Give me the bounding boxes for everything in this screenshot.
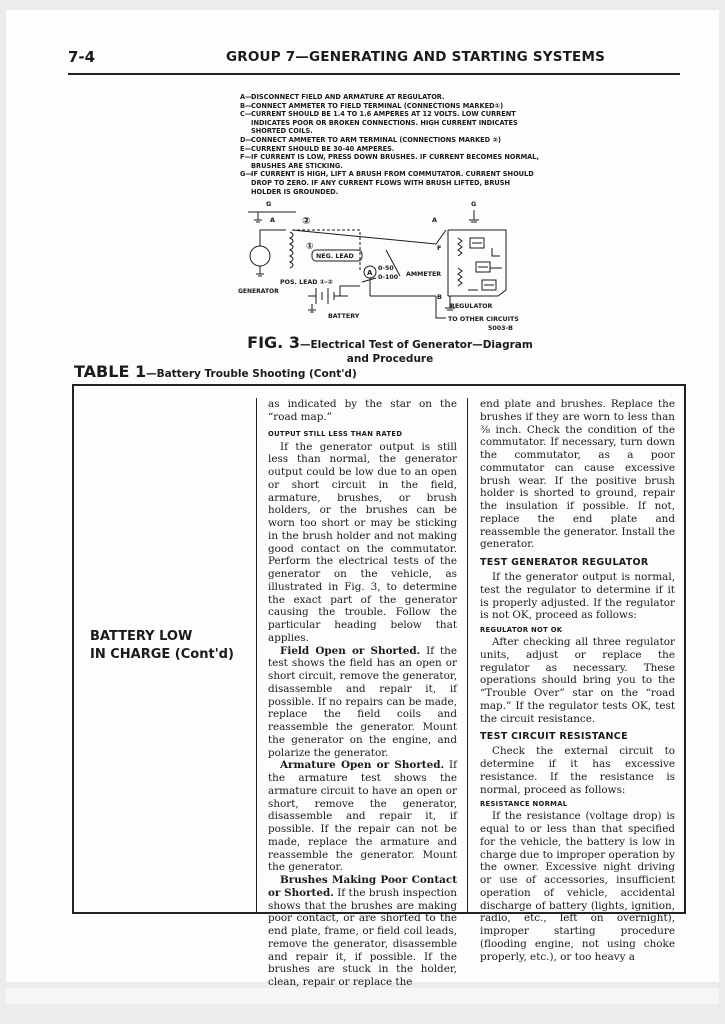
paragraph: If the generator output is still less than normal, the generator output could be low due to an open or short circuit in the field, armature, brushes, or brush holders, or the brushes can be worn too short or may be sticking in the brush holder and not making good contact on the commutator. Perform the electrical tests of the generator on the vehicle, as illustrated in Fig. 3, to determine the exact part of the generator causing the trouble. Follow the particular heading below that applies. — [268, 440, 457, 644]
table-divider — [467, 398, 468, 914]
diagram-label-range-2: 0-100 — [378, 274, 399, 281]
step-text: IF CURRENT IS LOW, PRESS DOWN BRUSHES. IF CURRENT BECOMES NORMAL, BRUSHES ARE STICKING. — [251, 153, 539, 170]
step-key: C— — [240, 110, 252, 119]
figure-number: FIG. 3 — [247, 333, 300, 352]
step-key: G— — [240, 170, 253, 179]
step-text: DISCONNECT FIELD AND ARMATURE AT REGULATOR. — [251, 93, 445, 101]
diagram-label-b: B — [437, 293, 442, 301]
paragraph-armature-open — [268, 759, 457, 874]
diagram-label-circle-2: ② — [302, 216, 311, 227]
condition-line-1: BATTERY LOW — [90, 629, 193, 644]
step-text: CONNECT AMMETER TO ARM TERMINAL (CONNECTIONS MARKED ②) — [251, 135, 502, 144]
step-text: CURRENT SHOULD BE 1.4 TO 1.6 AMPERES AT 12 VOLTS. LOW CURRENT INDICATES POOR OR BROKEN CONNECTIONS. HIGH CURRENT INDICATES SHORTED COILS. — [251, 110, 518, 136]
diagram-label-battery: BATTERY — [328, 313, 360, 320]
diagram-label-generator: GENERATOR — [238, 288, 279, 295]
step-text: IF CURRENT IS HIGH, LIFT A BRUSH FROM COMMUTATOR. CURRENT SHOULD DROP TO ZERO. IF ANY CURRENT FLOWS WITH BRUSH LIFTED, BRUSH HOLDER IS GROUNDED. — [251, 170, 534, 196]
condition-line-2: IN CHARGE (Cont'd) — [90, 647, 234, 662]
run-in-heading: Field Open or Shorted. — [280, 644, 421, 657]
paragraph-text: If the armature test shows the armature circuit to have an open or short, remove the generator, disassemble and repair it, if possible. If the repair can not be made, replace the armature and reassemble the generator. Mount the generator. — [268, 759, 457, 874]
step-e — [240, 145, 540, 154]
paragraph: After checking all three regulator units, adjust or replace the regulator as necessary. These operations should bring you to the “Trouble Over” star on the “road map.” If the regulator tests OK, test the circuit resistance. — [480, 636, 675, 725]
header-rule — [68, 73, 680, 75]
step-text: CONNECT AMMETER TO FIELD TERMINAL (CONNECTIONS MARKED①) — [251, 101, 504, 110]
diagram-label-a-left: A — [270, 216, 276, 224]
generator-test-diagram — [236, 200, 536, 332]
step-key: D— — [240, 135, 253, 144]
diagram-label-g-left: G — [266, 200, 272, 208]
procedure-column-1 — [268, 398, 457, 989]
diagram-label-f: F — [437, 244, 442, 252]
run-in-heading: Brushes Making Poor Contact or Shorted. — [268, 874, 457, 899]
subheading-regulator-not-ok: REGULATOR NOT OK — [480, 626, 563, 634]
step-b — [240, 102, 540, 111]
subheading-output-still-less: OUTPUT STILL LESS THAN RATED — [268, 429, 403, 438]
step-g — [240, 170, 540, 196]
heading-test-circuit-resistance: TEST CIRCUIT RESISTANCE — [480, 731, 628, 743]
paragraph: If the generator output is normal, test the regulator to determine if it is properly adjusted. If the regulator is not OK, proceed as follows: — [480, 571, 675, 622]
step-d — [240, 136, 540, 145]
step-text: CURRENT SHOULD BE 30-40 AMPERES. — [251, 144, 395, 153]
diagram-label-regulator: REGULATOR — [450, 303, 493, 310]
step-key: E— — [240, 144, 252, 153]
diagram-label-g-right: G — [471, 200, 477, 208]
step-key: F— — [240, 153, 252, 162]
diagram-label-circle-1: ① — [306, 242, 314, 252]
paragraph: as indicated by the star on the “road map.” — [268, 398, 457, 423]
page-header-title: GROUP 7—GENERATING AND STARTING SYSTEMS — [226, 49, 606, 65]
diagram-label-pos-lead: POS. LEAD ①-② — [280, 279, 333, 286]
diagram-label-a-right: A — [432, 216, 438, 224]
procedure-column-2 — [480, 398, 675, 963]
paragraph-text: If the test shows the field has an open or short circuit, remove the generator, disassemble and repair it, if possible. If no repairs can be made, replace the field coils and reassemble the generator. Mount the generator on the engine, and polarize the generator. — [268, 644, 457, 759]
table-number: TABLE 1 — [74, 362, 147, 381]
test-procedure-steps — [240, 93, 540, 196]
subheading-resistance-normal: RESISTANCE NORMAL — [480, 800, 568, 809]
paragraph: end plate and brushes. Replace the brushes if they are worn to less than ⅜ inch. Check the condition of the commutator. If necessary, turn down the commutator, as a poor commutator can cause excessive brush wear. If the positive brush holder is shorted to ground, repair the insulation if possible. If not, replace the end plate and reassemble the generator. Install the generator. — [480, 398, 675, 551]
page-bottom-margin — [6, 988, 719, 1004]
paragraph-field-open — [268, 645, 457, 760]
condition-cell — [90, 628, 250, 664]
diagram-label-meter-a: A — [367, 269, 373, 277]
step-f — [240, 153, 540, 170]
table-divider — [256, 398, 257, 914]
paragraph: If the resistance (voltage drop) is equal to or less than that specified for the vehicle, the battery is low in charge due to improper operation by the owner. Excessive night driving or use of accessories, insufficient operation of vehicle, accidental discharge of battery (lights, ignition, radio, etc., left on overnight), improper starting procedure (flooding engine, not using choke properly, etc.), or too heavy a — [480, 810, 675, 963]
table-caption — [74, 362, 357, 381]
paragraph-text: If the brush inspection shows that the brushes are making poor contact, or are shorted to the end plate, frame, or field coil leads, remove the generator, disassemble and repair it, if possible. If the brushes are stuck in the holder, clean, repair or replace the — [268, 886, 457, 988]
step-c — [240, 110, 540, 136]
diagram-label-code: 5003-B — [488, 325, 513, 332]
step-key: B— — [240, 101, 252, 110]
step-key: A— — [240, 93, 252, 101]
diagram-label-ammeter: AMMETER — [406, 271, 442, 278]
page-number: 7-4 — [68, 48, 96, 66]
diagram-label-neg-lead: NEG. LEAD — [316, 253, 354, 260]
run-in-heading: Armature Open or Shorted. — [280, 759, 445, 772]
paragraph: Check the external circuit to determine if it has excessive resistance. If the resistance is normal, proceed as follows: — [480, 745, 675, 796]
figure-caption-text: —Electrical Test of Generator—Diagram and Procedure — [299, 339, 533, 365]
diagram-label-other-circuits: TO OTHER CIRCUITS — [448, 316, 519, 323]
step-a — [240, 93, 540, 102]
diagram-label-range-1: 0-50 — [378, 265, 394, 272]
paragraph-brushes — [268, 874, 457, 989]
heading-test-generator-regulator: TEST GENERATOR REGULATOR — [480, 557, 649, 568]
table-caption-text: —Battery Trouble Shooting (Cont'd) — [146, 368, 357, 380]
